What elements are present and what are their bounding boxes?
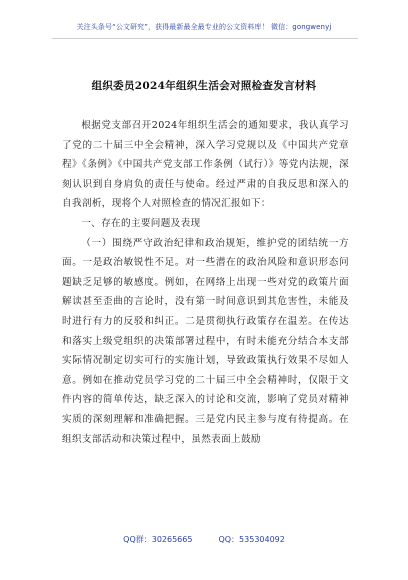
footer-qq-number: QQ：535304092 bbox=[218, 535, 285, 544]
header-divider bbox=[52, 38, 358, 39]
header-note: 关注头条号“公文研究”，获得最新最全最专业的公文资料库！ 微信：gongwenyj bbox=[76, 23, 332, 31]
document-body bbox=[62, 116, 349, 449]
document-title: 组织委员2024年组织生活会对照检查发言材料 bbox=[91, 80, 317, 92]
footer-contact bbox=[0, 534, 408, 545]
body-paragraph-political-discipline: （一）围绕严守政治纪律和政治规矩，维护党的团结统一方面。一是政治敏锐性不足。对一些潜在的政治风险和意识形态问题缺乏足够的敏感度。例如，在网络上出现一些对党的政策片面解读甚至歪曲的言论时，没有第一时间意识到其危害性，未能及时进行有力的反驳和纠正。二是贯彻执行政策存在温差。在传达和落实上级党组织的决策部署过程中，有时未能充分结合本支部实际情况制定切实可行的实施计划，导致政策执行效果不尽如人意。例如在推动党员学习党的二十届三中全会精神时，仅限于文件内容的简单传达，缺乏深入的讨论和交流，影响了党员对精神实质的深刻理解和准确把握。三是党内民主参与度有待提高。在组织支部活动和决策过程中，虽然表面上鼓励 bbox=[62, 237, 349, 445]
section-heading-problems: 一、存在的主要问题及表现 bbox=[81, 217, 201, 229]
footer-qq-group: QQ群：30265665 bbox=[123, 535, 193, 544]
body-paragraph-intro: 根据党支部召开2024年组织生活会的通知要求，我认真学习了党的二十届三中全会精神，深入学习党规以及《中国共产党章程》《条例》《中国共产党支部工作条例（试行）》等党内法规，深刻认识到自身肩负的责任与使命。经过严肃的自我反思和深入的自我剖析，现将个人对照检查的情况汇报如下： bbox=[62, 120, 349, 210]
